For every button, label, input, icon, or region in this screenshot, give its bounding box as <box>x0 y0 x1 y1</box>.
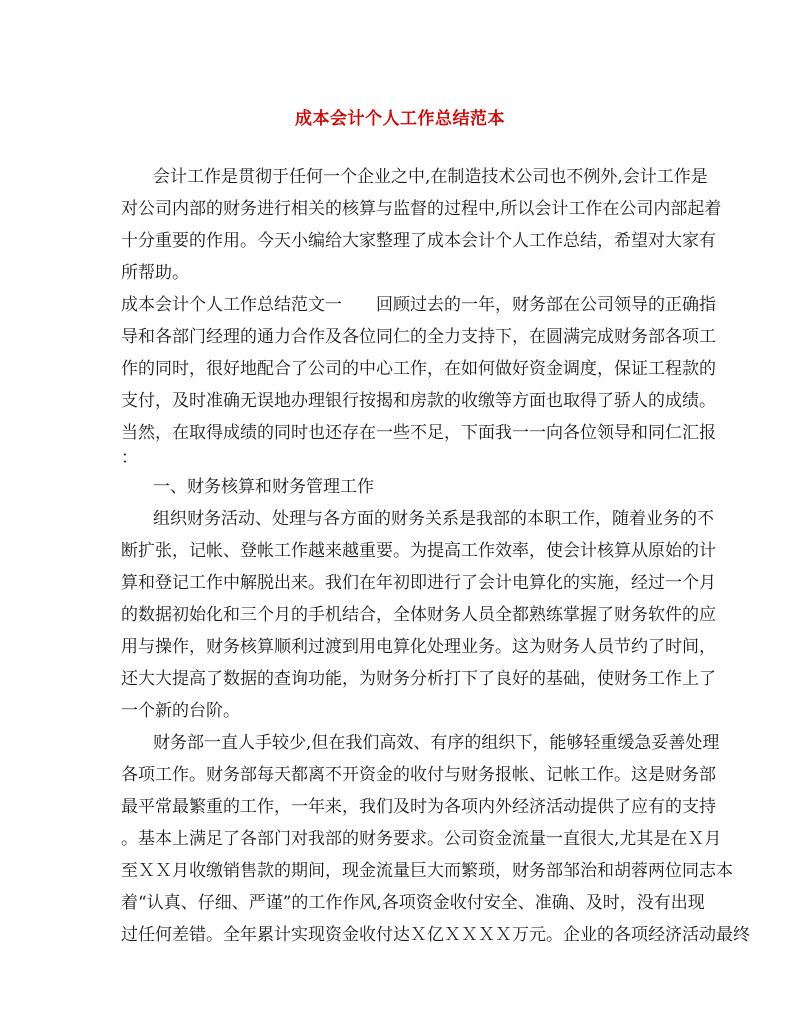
body-line: 对公司内部的财务进行相关的核算与监督的过程中,所以会计工作在公司内部起着 <box>121 199 722 219</box>
section-heading: 一、财务核算和财务管理工作 <box>153 477 374 497</box>
body-line: 的数据初始化和三个月的手机结合，全体财务人员全都熟练掌握了财务软件的应 <box>121 605 716 625</box>
body-line: 用与操作，财务核算顺利过渡到用电算化处理业务。这为财务人员节约了时间， <box>121 637 716 657</box>
body-line: 还大大提高了数据的查询功能，为财务分析打下了良好的基础，使财务工作上了 <box>121 669 716 689</box>
body-line: 导和各部门经理的通力合作及各位同仁的全力支持下，在圆满完成财务部各项工 <box>121 327 716 347</box>
body-line: 一个新的台阶。 <box>121 701 240 721</box>
body-line: 最平常最繁重的工作，一年来，我们及时为各项内外经济活动提供了应有的支持 <box>121 797 716 817</box>
body-line: 至ＸＸ月收缴销售款的期间，现金流量巨大而繁琐，财务部邹治和胡蓉两位同志本 <box>121 861 733 881</box>
body-line: 会计工作是贯彻于任何一个企业之中,在制造技术公司也不例外,会计工作是 <box>153 167 708 187</box>
body-line: 十分重要的作用。今天小编给大家整理了成本会计个人工作总结，希望对大家有 <box>121 231 716 251</box>
body-line: 过任何差错。全年累计实现资金收付达Ｘ亿ＸＸＸＸ万元。企业的各项经济活动最终 <box>121 925 750 945</box>
body-line: 支付，及时准确无误地办理银行按揭和房款的收缴等方面也取得了骄人的成绩。 <box>121 391 716 411</box>
body-line: ： <box>121 448 138 468</box>
body-line: 当然，在取得成绩的同时也还存在一些不足，下面我一一向各位领导和同仁汇报 <box>121 423 716 443</box>
body-line: 财务部一直人手较少,但在我们高效、有序的组织下，能够轻重缓急妥善处理 <box>153 733 720 753</box>
body-line: 成本会计个人工作总结范文一 回顾过去的一年，财务部在公司领导的正确指 <box>121 295 716 315</box>
body-line: 着“认真、仔细、严谨”的工作作风,各项资金收付安全、准确、及时，没有出现 <box>121 893 705 913</box>
body-line: 组织财务活动、处理与各方面的财务关系是我部的本职工作，随着业务的不 <box>153 509 714 529</box>
body-line: 。基本上满足了各部门对我部的财务要求。公司资金流量一直很大,尤其是在Ｘ月 <box>121 829 722 849</box>
document-title: 成本会计个人工作总结范本 <box>295 109 505 129</box>
body-line: 作的同时，很好地配合了公司的中心工作，在如何做好资金调度，保证工程款的 <box>121 359 716 379</box>
body-line: 所帮助。 <box>121 263 189 283</box>
body-line: 算和登记工作中解脱出来。我们在年初即进行了会计电算化的实施，经过一个月 <box>121 573 716 593</box>
body-line: 断扩张，记帐、登帐工作越来越重要。为提高工作效率，使会计核算从原始的计 <box>121 541 716 561</box>
body-line: 各项工作。财务部每天都离不开资金的收付与财务报帐、记帐工作。这是财务部 <box>121 765 716 785</box>
